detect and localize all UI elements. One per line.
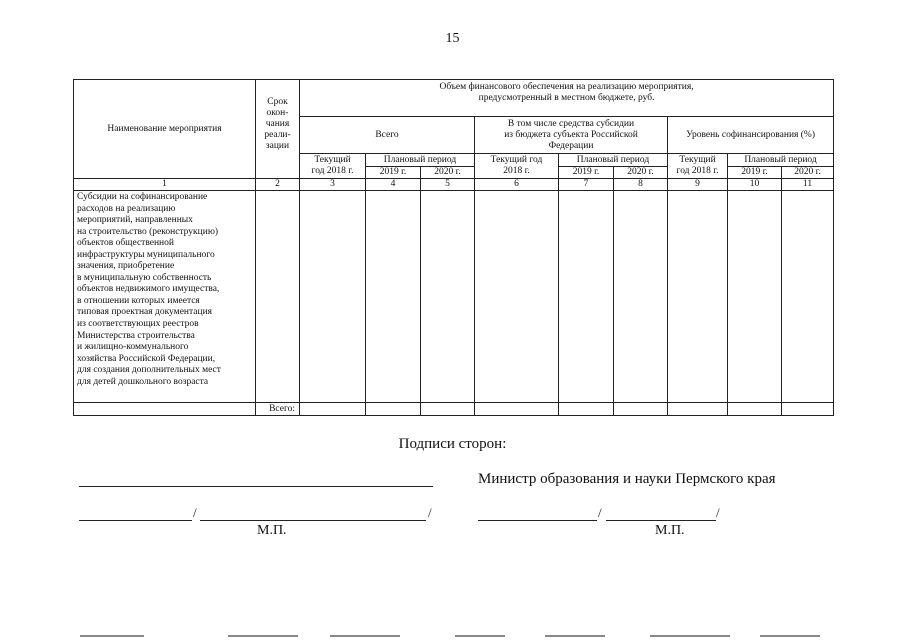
empty-cell bbox=[782, 403, 834, 416]
left-name-slash: / bbox=[428, 505, 432, 520]
left-signature-slash: / bbox=[193, 505, 197, 520]
header-deadline: Срок окон- чания реали- зации bbox=[256, 80, 300, 179]
header-planned-period: Плановый период bbox=[366, 154, 475, 167]
empty-cell bbox=[668, 403, 728, 416]
empty-cell bbox=[256, 191, 300, 403]
financing-table bbox=[73, 79, 834, 416]
header-year-2020: 2020 г. bbox=[421, 167, 475, 179]
activity-description: Субсидии на софинансирование расходов на реализацию мероприятий, направленных на строительство (реконструкцию) объектов общественной инфраструктуры муниципального значения, приобретение в муниципальную собственность объектов недвижимого имущества, в отношении которых имеется типовая проектная документация из соответствующих реестров Министерства строительства и жилищно-коммунального хозяйства Российской Федерации, для создания дополнительных мест для детей дошкольного возраста bbox=[74, 191, 256, 403]
empty-cell bbox=[728, 403, 782, 416]
empty-cell bbox=[614, 403, 668, 416]
header-planned-period: Плановый период bbox=[559, 154, 668, 167]
header-total: Всего bbox=[300, 117, 475, 154]
header-year-2019: 2019 г. bbox=[728, 167, 782, 179]
column-number: 3 bbox=[300, 179, 366, 191]
header-planned-period: Плановый период bbox=[728, 154, 834, 167]
scan-artifact-line bbox=[545, 635, 605, 637]
column-number: 11 bbox=[782, 179, 834, 191]
header-finance-group: Объем финансового обеспечения на реализацию мероприятия, предусмотренный в местном бюджете, руб. bbox=[300, 80, 834, 117]
column-number: 6 bbox=[475, 179, 559, 191]
left-stamp-label: М.П. bbox=[257, 523, 287, 538]
empty-cell bbox=[421, 191, 475, 403]
scan-artifact-line bbox=[330, 635, 400, 637]
empty-cell bbox=[559, 191, 614, 403]
column-numbers-row bbox=[74, 179, 834, 191]
header-current-year: Текущий год 2018 г. bbox=[475, 154, 559, 179]
column-number: 4 bbox=[366, 179, 421, 191]
empty-cell bbox=[475, 403, 559, 416]
empty-cell bbox=[300, 403, 366, 416]
total-row bbox=[74, 403, 834, 416]
left-party-name-line bbox=[79, 486, 433, 487]
empty-cell bbox=[668, 191, 728, 403]
empty-cell bbox=[559, 403, 614, 416]
scan-artifact-line bbox=[228, 635, 298, 637]
header-subsidy: В том числе средства субсидии из бюджета субъекта Российской Федерации bbox=[475, 117, 668, 154]
column-number: 1 bbox=[74, 179, 256, 191]
header-current-year: Текущий год 2018 г. bbox=[300, 154, 366, 179]
left-signature-line bbox=[79, 520, 192, 521]
empty-cell bbox=[782, 191, 834, 403]
column-number: 9 bbox=[668, 179, 728, 191]
left-name-line bbox=[200, 520, 426, 521]
empty-cell bbox=[728, 191, 782, 403]
header-year-2019: 2019 г. bbox=[366, 167, 421, 179]
right-name-line bbox=[606, 520, 716, 521]
empty-cell bbox=[300, 191, 366, 403]
empty-cell bbox=[614, 191, 668, 403]
empty-cell bbox=[475, 191, 559, 403]
column-number: 10 bbox=[728, 179, 782, 191]
scan-artifact-line bbox=[455, 635, 505, 637]
empty-cell bbox=[421, 403, 475, 416]
column-number: 8 bbox=[614, 179, 668, 191]
header-year-2020: 2020 г. bbox=[782, 167, 834, 179]
column-number: 5 bbox=[421, 179, 475, 191]
header-activity-name: Наименование мероприятия bbox=[74, 80, 256, 179]
scan-artifact-line bbox=[760, 635, 820, 637]
header-cofinancing: Уровень софинансирования (%) bbox=[668, 117, 834, 154]
right-signature-line bbox=[478, 520, 597, 521]
scan-artifact-line bbox=[650, 635, 730, 637]
scan-artifact-line bbox=[80, 635, 144, 637]
signatures-title: Подписи сторон: bbox=[398, 436, 507, 452]
table-row bbox=[74, 191, 834, 403]
header-current-year: Текущий год 2018 г. bbox=[668, 154, 728, 179]
header-year-2019: 2019 г. bbox=[559, 167, 614, 179]
column-number: 2 bbox=[256, 179, 300, 191]
right-name-slash: / bbox=[716, 505, 720, 520]
total-label: Всего: bbox=[256, 403, 300, 416]
empty-cell bbox=[366, 403, 421, 416]
empty-cell bbox=[74, 403, 256, 416]
right-signature-slash: / bbox=[598, 505, 602, 520]
page-number: 15 bbox=[445, 31, 460, 46]
right-stamp-label: М.П. bbox=[655, 523, 685, 538]
column-number: 7 bbox=[559, 179, 614, 191]
empty-cell bbox=[366, 191, 421, 403]
right-party-title: Министр образования и науки Пермского края bbox=[478, 471, 776, 487]
header-year-2020: 2020 г. bbox=[614, 167, 668, 179]
